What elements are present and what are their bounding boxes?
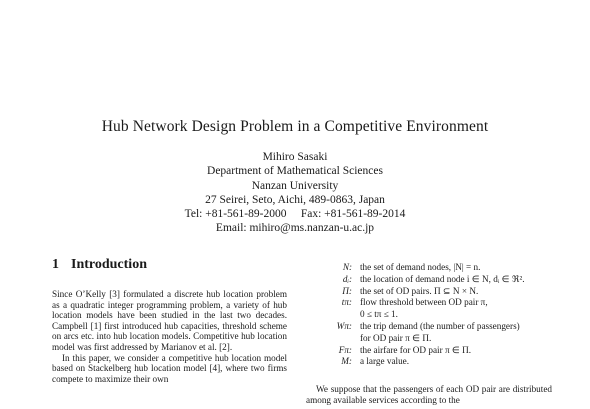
notation-item xyxy=(306,356,556,368)
address: 27 Seirei, Seto, Aichi, 489-0863, Japan xyxy=(205,193,385,206)
notation-item xyxy=(306,345,556,357)
notation-line: flow threshold between OD pair π, xyxy=(360,297,488,308)
right-column xyxy=(306,384,552,405)
notation-line: the trip demand (the number of passengers) xyxy=(360,320,520,331)
notation-symbol: tπ: xyxy=(341,297,352,308)
notation-line: a large value. xyxy=(360,356,410,367)
notation-symbol: Fπ: xyxy=(338,344,352,355)
notation-description xyxy=(360,345,556,357)
distribution-paragraph: We suppose that the passengers of each OD pair are distributed among available services according to the xyxy=(306,384,552,405)
notation-symbol: Π: xyxy=(342,285,352,296)
notation-description xyxy=(360,274,556,286)
section-heading xyxy=(52,257,147,273)
notation-item xyxy=(306,286,556,298)
notation-description xyxy=(360,286,556,298)
section-title: Introduction xyxy=(71,257,147,272)
intro-paragraph-1: Since O’Kelly [3] formulated a discrete hub location problem as a quadratic integer programming problem, a variety of hub location models have been studied in the last two decades. Campbell [1] first introduced hub capacities, threshold scheme on arcs etc. into hub location models. Competitive hub location model was first addressed by Marianov et al. [2]. xyxy=(52,289,287,352)
affiliation: Department of Mathematical Sciences xyxy=(207,165,383,178)
author-block xyxy=(0,150,590,236)
notation-symbol: N: xyxy=(342,262,352,272)
notation-list xyxy=(306,262,556,368)
email-line: Email: mihiro@ms.nanzan-u.ac.jp xyxy=(215,222,375,235)
intro-paragraph-2: In this paper, we consider a competitive hub location model based on Stackelberg hub location model [4], where two firms compete to maximize their own xyxy=(52,352,287,384)
notation-description xyxy=(360,262,556,274)
notation-line: the set of OD pairs. Π ⊆ N × N. xyxy=(360,285,479,296)
notation-line: 0 ≤ tπ ≤ 1. xyxy=(360,309,398,320)
notation-line: the set of demand nodes, |N| = n. xyxy=(360,262,481,272)
paper-title: Hub Network Design Problem in a Competitive Environment xyxy=(101,118,489,135)
notation-item xyxy=(306,262,556,274)
notation-symbol: Wπ: xyxy=(336,320,352,331)
notation-item xyxy=(306,297,556,321)
contact-line: Tel: +81-561-89-2000 Fax: +81-561-89-2014 xyxy=(184,208,406,221)
university: Nanzan University xyxy=(251,179,339,192)
author-name: Mihiro Sasaki xyxy=(262,151,328,163)
notation-item xyxy=(306,274,556,286)
notation-line: the airfare for OD pair π ∈ Π. xyxy=(360,344,472,355)
notation-description xyxy=(360,297,556,321)
left-column xyxy=(52,289,287,384)
notation-symbol: M: xyxy=(341,356,352,367)
notation-description xyxy=(360,356,556,368)
notation-line: the location of demand node i ∈ N, dᵢ ∈ ℜ². xyxy=(360,273,525,284)
notation-item xyxy=(306,321,556,345)
section-number: 1 xyxy=(52,257,59,272)
notation-line: for OD pair π ∈ Π. xyxy=(360,332,432,343)
notation-symbol: dᵢ: xyxy=(342,273,352,284)
notation-description xyxy=(360,321,556,345)
